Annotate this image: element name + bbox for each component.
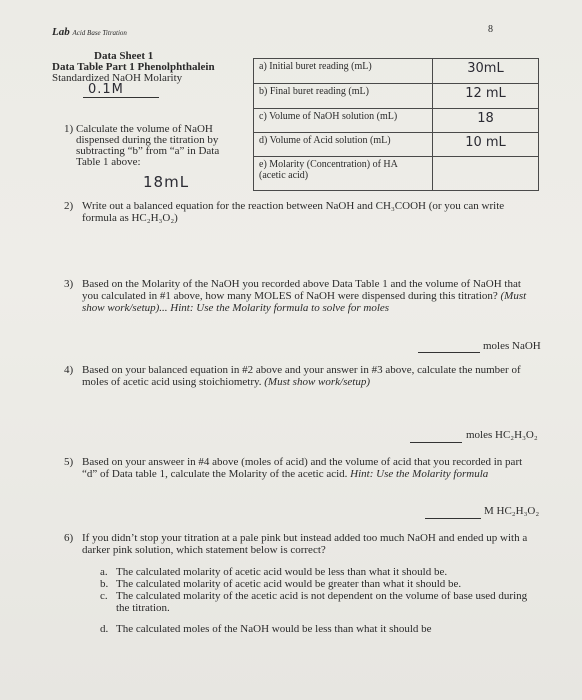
question-text-line: Based on the Molarity of the NaOH you recorded above Data Table 1 and the volume of NaOH that <box>82 278 521 290</box>
table-row <box>254 133 539 157</box>
option-letter: c. <box>100 590 108 602</box>
question-text-line: moles of acetic acid using stoichiometry. <box>82 376 262 388</box>
question-number: 1) <box>64 123 74 135</box>
option-text: The calculated molarity of the acetic acid is not dependent on the volume of base used during <box>116 590 528 602</box>
lab-title: Lab <box>52 26 70 38</box>
question-text-line: subtracting “b” from “a” in Data <box>76 145 220 157</box>
question-text-line: Based on your answeer in #4 above (moles of acid) and the volume of acid that you recorded in part <box>82 456 523 468</box>
answer-line <box>410 442 462 443</box>
option-text: The calculated molarity of acetic acid would be less than what it should be. <box>116 566 448 578</box>
question-number: 6) <box>64 532 74 544</box>
table-row-label: a) Initial buret reading (mL) <box>254 59 433 84</box>
question-text-line: If you didn’t stop your titration at a pale pink but instead added too much NaOH and ended up with a <box>82 532 528 544</box>
answer-unit-label: M HC₂H₃O₂ <box>484 505 540 517</box>
molarity-answer-line <box>83 97 159 98</box>
standardized-molarity-value: 0.1M <box>88 82 124 97</box>
answer-unit-label: moles HC₂H₃O₂ <box>466 429 538 441</box>
option-text: The calculated molarity of acetic acid would be greater than what it should be. <box>116 578 462 590</box>
question-number: 4) <box>64 364 74 376</box>
question-hint: Hint: Use the Molarity formula <box>350 468 489 480</box>
page-number: 8 <box>488 24 493 35</box>
data-table <box>253 58 539 191</box>
question-text-line: dispensed during the titration by <box>76 134 219 146</box>
table-row <box>254 59 539 84</box>
table-row-value[interactable] <box>433 157 539 191</box>
question-text-line: formula as HC₂H₃O₂) <box>82 212 178 224</box>
option-letter: b. <box>100 578 109 590</box>
answer-line <box>418 352 480 353</box>
question-text-line: Based on your balanced equation in #2 above and your answer in #3 above, calculate the number of <box>82 364 521 376</box>
table-row <box>254 84 539 109</box>
option-letter: a. <box>100 566 108 578</box>
table-row-value[interactable]: 10 mL <box>433 133 539 157</box>
answer-line <box>425 518 481 519</box>
table-row-label: d) Volume of Acid solution (mL) <box>254 133 433 157</box>
table-row-value[interactable]: 30mL <box>433 59 539 84</box>
question-text-line: Write out a balanced equation for the reaction between NaOH and CH₃COOH (or you can write <box>82 200 505 212</box>
question-number: 2) <box>64 200 74 212</box>
table-row-label: b) Final buret reading (mL) <box>254 84 433 109</box>
question-number: 3) <box>64 278 74 290</box>
table-row <box>254 109 539 133</box>
question-text-line: “d” of Data table 1, calculate the Molarity of the acetic acid. <box>82 468 348 480</box>
table-row-value[interactable]: 12 mL <box>433 84 539 109</box>
question-hint: show work/setup)... Hint: Use the Molarity formula to solve for moles <box>82 302 390 314</box>
table-row-label-line: e) Molarity (Concentration) of HA <box>259 159 398 170</box>
option-c[interactable] <box>100 590 570 616</box>
data-table-part-title: Data Table Part 1 Phenolphthalein <box>52 61 215 73</box>
question-text-line: you calculated in #1 above, how many MOLES of NaOH were dispensed during this titration? <box>82 290 498 302</box>
question-number: 5) <box>64 456 74 468</box>
table-row-label-line: (acetic acid) <box>259 170 309 181</box>
table-row-label: c) Volume of NaOH solution (mL) <box>254 109 433 133</box>
answer-unit-label: moles NaOH <box>483 340 541 352</box>
question-text-line: Table 1 above: <box>76 156 141 168</box>
option-letter: d. <box>100 623 109 635</box>
table-row-value[interactable]: 18 <box>433 109 539 133</box>
data-sheet-title: Data Sheet 1 <box>94 50 154 62</box>
question-text-line: Calculate the volume of NaOH <box>76 123 213 135</box>
lab-header <box>52 26 127 38</box>
question-1-answer: 18mL <box>143 173 190 191</box>
table-row <box>254 157 539 191</box>
option-text: the titration. <box>116 602 170 614</box>
table-row-label <box>254 157 433 191</box>
lab-subtitle: Acid Base Titration <box>72 29 127 37</box>
question-text-line: darker pink solution, which statement below is correct? <box>82 544 326 556</box>
option-text: The calculated moles of the NaOH would be less than what it should be <box>116 623 432 635</box>
question-hint: (Must <box>500 290 527 302</box>
question-hint: (Must show work/setup) <box>264 376 370 388</box>
standardized-molarity-label: Standardized NaOH Molarity <box>52 72 183 84</box>
option-text-wrap <box>116 590 566 614</box>
